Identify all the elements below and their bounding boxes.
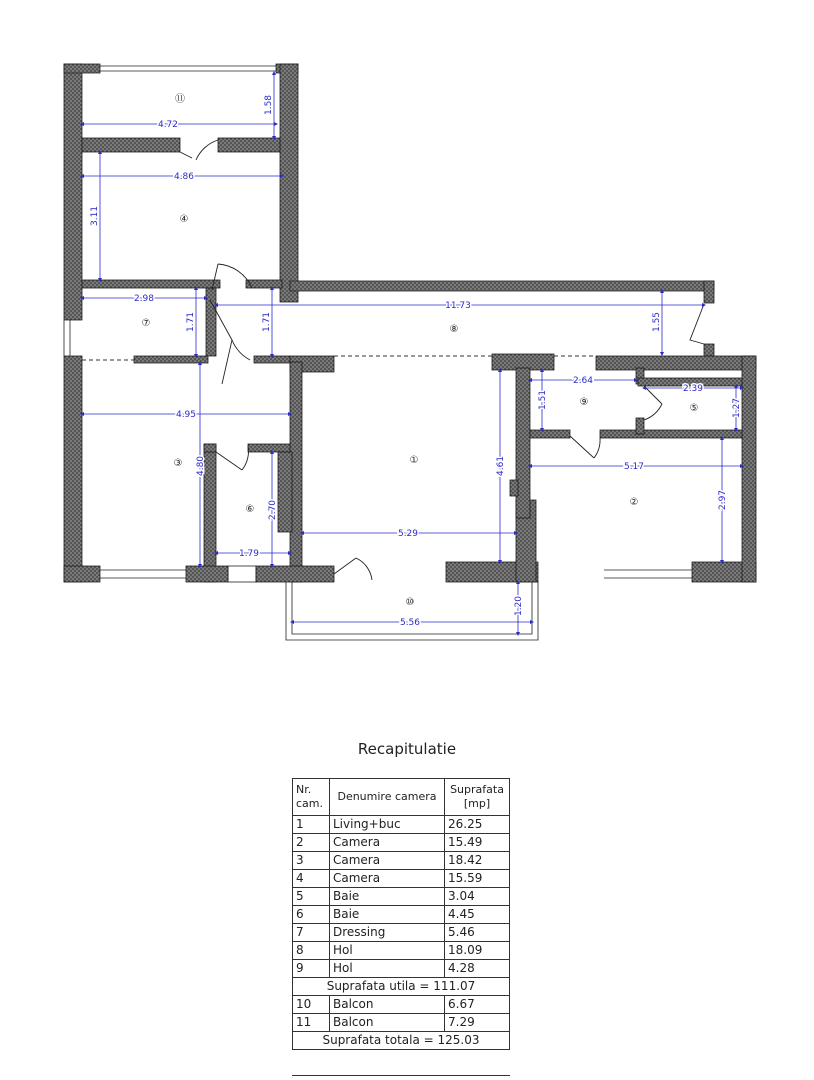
dim-label: 1.55 bbox=[652, 311, 662, 333]
cell-area: 15.49 bbox=[445, 834, 510, 852]
cell-nr: 8 bbox=[293, 942, 330, 960]
dim-label: 11.73 bbox=[445, 301, 471, 311]
dim-label: 2.97 bbox=[718, 489, 728, 511]
room-number-5: ⑤ bbox=[689, 403, 699, 414]
dim-label: 2.70 bbox=[268, 499, 278, 521]
grand-total: Suprafata totala = 125.03 bbox=[293, 1032, 510, 1050]
dim-label: 1.71 bbox=[262, 311, 272, 333]
room-number-9: ⑨ bbox=[579, 397, 589, 408]
cell-nr: 7 bbox=[293, 924, 330, 942]
recap-table bbox=[292, 778, 510, 1050]
dim-label: 1.51 bbox=[538, 389, 548, 411]
table-row bbox=[293, 960, 510, 978]
cell-nr: 11 bbox=[293, 1014, 330, 1032]
cell-nr: 10 bbox=[293, 996, 330, 1014]
room-number-11: ⑪ bbox=[175, 94, 185, 105]
dim-label: 2.39 bbox=[682, 384, 704, 394]
cell-name: Camera bbox=[330, 834, 445, 852]
cell-name: Camera bbox=[330, 852, 445, 870]
dim-label: 4.80 bbox=[196, 455, 206, 477]
cell-nr: 3 bbox=[293, 852, 330, 870]
table-row bbox=[293, 1014, 510, 1032]
cell-name: Baie bbox=[330, 888, 445, 906]
dim-label: 5.17 bbox=[623, 462, 645, 472]
dim-label: 1.58 bbox=[264, 94, 274, 116]
table-bottom-line bbox=[292, 1075, 510, 1076]
room-number-4: ④ bbox=[179, 214, 189, 225]
cell-name: Dressing bbox=[330, 924, 445, 942]
cell-area: 15.59 bbox=[445, 870, 510, 888]
room-number-10: ⑩ bbox=[405, 597, 415, 608]
cell-name: Hol bbox=[330, 960, 445, 978]
dim-label: 5.29 bbox=[397, 529, 419, 539]
cell-area: 5.46 bbox=[445, 924, 510, 942]
useful-total-row bbox=[293, 978, 510, 996]
cell-nr: 5 bbox=[293, 888, 330, 906]
recap-title: Recapitulatie bbox=[357, 740, 457, 758]
dim-label: 1.79 bbox=[238, 549, 260, 559]
grand-total-row bbox=[293, 1032, 510, 1050]
cell-area: 6.67 bbox=[445, 996, 510, 1014]
cell-nr: 6 bbox=[293, 906, 330, 924]
cell-nr: 4 bbox=[293, 870, 330, 888]
cell-area: 26.25 bbox=[445, 816, 510, 834]
cell-area: 4.28 bbox=[445, 960, 510, 978]
room-number-1: ① bbox=[409, 455, 419, 466]
cell-area: 18.42 bbox=[445, 852, 510, 870]
table-row bbox=[293, 942, 510, 960]
cell-area: 7.29 bbox=[445, 1014, 510, 1032]
table-row bbox=[293, 906, 510, 924]
cell-area: 4.45 bbox=[445, 906, 510, 924]
header-name: Denumire camera bbox=[330, 779, 445, 816]
dim-label: 3.11 bbox=[90, 205, 100, 227]
cell-name: Baie bbox=[330, 906, 445, 924]
dim-label: 4.95 bbox=[175, 410, 197, 420]
header-area: Suprafata [mp] bbox=[445, 779, 510, 816]
useful-total: Suprafata utila = 111.07 bbox=[293, 978, 510, 996]
dim-label: 4.72 bbox=[157, 120, 179, 130]
cell-area: 18.09 bbox=[445, 942, 510, 960]
header-nr: Nr. cam. bbox=[293, 779, 330, 816]
room-number-6: ⑥ bbox=[245, 504, 255, 515]
room-number-8: ⑧ bbox=[449, 324, 459, 335]
cell-nr: 1 bbox=[293, 816, 330, 834]
dim-label: 2.98 bbox=[133, 294, 155, 304]
dim-label: 1.27 bbox=[732, 397, 742, 419]
dim-label: 2.64 bbox=[572, 376, 594, 386]
dim-label: 5.56 bbox=[399, 618, 421, 628]
dim-label: 1.71 bbox=[186, 311, 196, 333]
table-row bbox=[293, 870, 510, 888]
table-row bbox=[293, 996, 510, 1014]
table-row bbox=[293, 852, 510, 870]
room-number-7: ⑦ bbox=[141, 318, 151, 329]
cell-name: Camera bbox=[330, 870, 445, 888]
table-row bbox=[293, 924, 510, 942]
room-number-2: ② bbox=[629, 497, 639, 508]
table-header-row bbox=[293, 779, 510, 816]
dim-label: 4.61 bbox=[496, 455, 506, 477]
cell-name: Living+buc bbox=[330, 816, 445, 834]
dim-label: 4.86 bbox=[173, 172, 195, 182]
room-numbers bbox=[142, 93, 699, 608]
dimension-lines bbox=[82, 73, 742, 634]
cell-nr: 2 bbox=[293, 834, 330, 852]
table-row bbox=[293, 834, 510, 852]
cell-name: Balcon bbox=[330, 996, 445, 1014]
table-row bbox=[293, 888, 510, 906]
dim-label: 1.20 bbox=[514, 595, 524, 617]
cell-nr: 9 bbox=[293, 960, 330, 978]
table-row bbox=[293, 816, 510, 834]
cell-name: Balcon bbox=[330, 1014, 445, 1032]
room-number-3: ③ bbox=[173, 458, 183, 469]
cell-area: 3.04 bbox=[445, 888, 510, 906]
cell-name: Hol bbox=[330, 942, 445, 960]
